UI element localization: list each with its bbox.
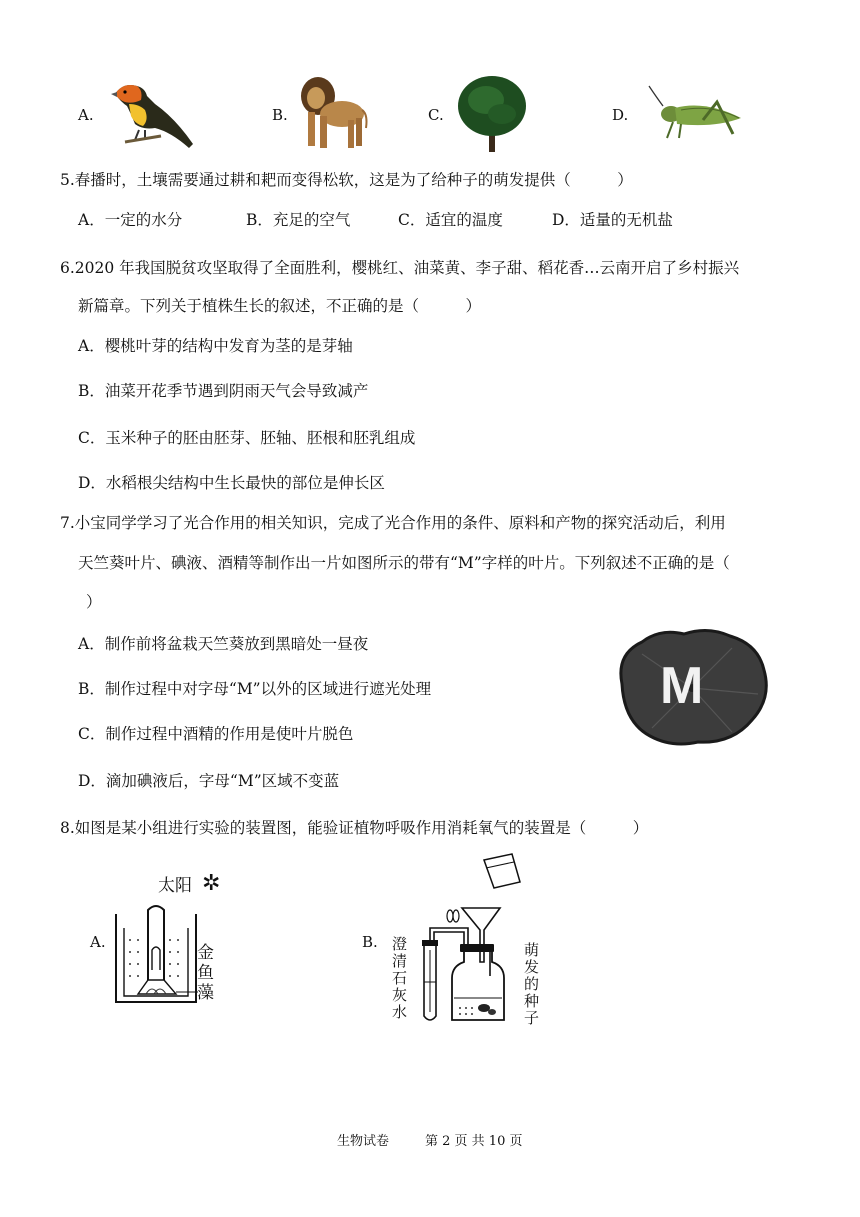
grasshopper-icon [645, 84, 745, 146]
lion-icon [298, 74, 368, 154]
q4-option-a-letter: A. [78, 106, 94, 124]
q5-stem: 5.春播时，土壤需要通过耕和耙而变得松软，这是为了给种子的萌发提供（ ） [60, 171, 633, 189]
q7-option-b[interactable]: B．制作过程中对字母“M”以外的区域进行遮光处理 [78, 680, 432, 698]
q4-option-c-letter: C. [428, 106, 444, 124]
q8-b-seed-label: 萌发的种子 [524, 941, 540, 1027]
q4-option-b-letter: B. [272, 106, 288, 124]
q4-option-d-letter: D. [612, 106, 629, 124]
footer-page-number: 第 2 页 共 10 页 [425, 1134, 523, 1149]
q8-a-sun-label: 太阳 [158, 876, 192, 896]
q6-option-c[interactable]: C．玉米种子的胚由胚芽、胚轴、胚根和胚乳组成 [78, 429, 416, 447]
q6-option-b[interactable]: B．油菜开花季节遇到阴雨天气会导致减产 [78, 382, 369, 400]
q7-option-a[interactable]: A．制作前将盆栽天竺葵放到黑暗处一昼夜 [78, 635, 369, 653]
flask-funnel-icon [404, 852, 524, 1032]
q8-a-letter: A. [90, 933, 106, 951]
q7-stem-line3: ） [86, 593, 102, 611]
q8-stem: 8.如图是某小组进行实验的装置图，能验证植物呼吸作用消耗氧气的装置是（ ） [60, 819, 649, 837]
q7-stem-line1: 7.小宝同学学习了光合作用的相关知识，完成了光合作用的条件、原料和产物的探究活动后，利用 [60, 514, 726, 532]
q5-option-c[interactable]: C．适宜的温度 [398, 211, 503, 229]
q8-b-lime-label: 澄清石灰水 [392, 935, 408, 1021]
q7-option-d[interactable]: D．滴加碘液后，字母“M”区域不变蓝 [78, 772, 340, 790]
q8-b-letter: B. [362, 933, 378, 951]
q6-stem-line2: 新篇章。下列关于植株生长的叙述，不正确的是（ ） [78, 297, 482, 315]
tree-icon [456, 72, 528, 154]
leaf-letter: M [660, 657, 704, 715]
sun-icon: ✲ [202, 871, 221, 896]
leaf-figure [612, 624, 772, 750]
q6-option-a[interactable]: A．樱桃叶芽的结构中发育为茎的是芽轴 [78, 337, 353, 355]
q7-stem-line2: 天竺葵叶片、碘液、酒精等制作出一片如图所示的带有“M”字样的叶片。下列叙述不正确的是（ [78, 554, 730, 572]
q6-option-d[interactable]: D．水稻根尖结构中生长最快的部位是伸长区 [78, 474, 385, 492]
beaker-plant-icon [112, 900, 202, 1006]
q5-option-b[interactable]: B．充足的空气 [246, 211, 351, 229]
footer-subject: 生物试卷 [337, 1134, 390, 1149]
q8-a-plant-label: 金鱼藻 [197, 943, 214, 1003]
q5-option-d[interactable]: D．适量的无机盐 [552, 211, 673, 229]
bird-icon [105, 74, 197, 154]
q5-option-a[interactable]: A．一定的水分 [78, 211, 183, 229]
q6-stem-line1: 6.2020 年我国脱贫攻坚取得了全面胜利，樱桃红、油菜黄、李子甜、稻花香…云南开启了乡村振兴 [60, 259, 740, 277]
q7-option-c[interactable]: C．制作过程中酒精的作用是使叶片脱色 [78, 725, 354, 743]
